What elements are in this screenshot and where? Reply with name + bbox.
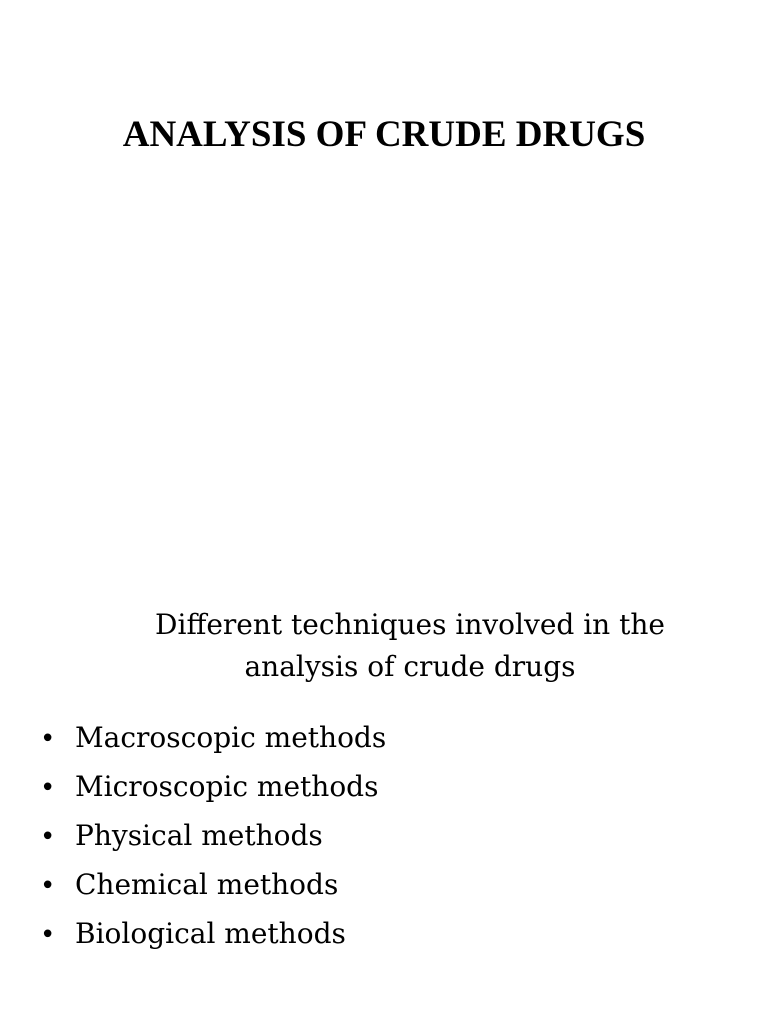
slide-subtitle: Different techniques involved in the analysis of crude drugs bbox=[155, 608, 665, 683]
methods-list bbox=[40, 714, 386, 959]
list-item bbox=[40, 763, 386, 812]
list-item bbox=[40, 714, 386, 763]
list-item-label: Physical methods bbox=[75, 819, 323, 852]
list-item-label: Biological methods bbox=[75, 917, 346, 950]
bullet-icon: • bbox=[40, 724, 56, 754]
bullet-icon: • bbox=[40, 871, 56, 901]
list-item-label: Microscopic methods bbox=[75, 770, 379, 803]
list-item bbox=[40, 812, 386, 861]
list-item bbox=[40, 861, 386, 910]
bullet-icon: • bbox=[40, 822, 56, 852]
list-item-label: Chemical methods bbox=[75, 868, 339, 901]
list-item-label: Macroscopic methods bbox=[75, 721, 387, 754]
slide-title: ANALYSIS OF CRUDE DRUGS bbox=[122, 114, 646, 155]
bullet-icon: • bbox=[40, 773, 56, 803]
bullet-icon: • bbox=[40, 920, 56, 950]
list-item bbox=[40, 910, 386, 959]
